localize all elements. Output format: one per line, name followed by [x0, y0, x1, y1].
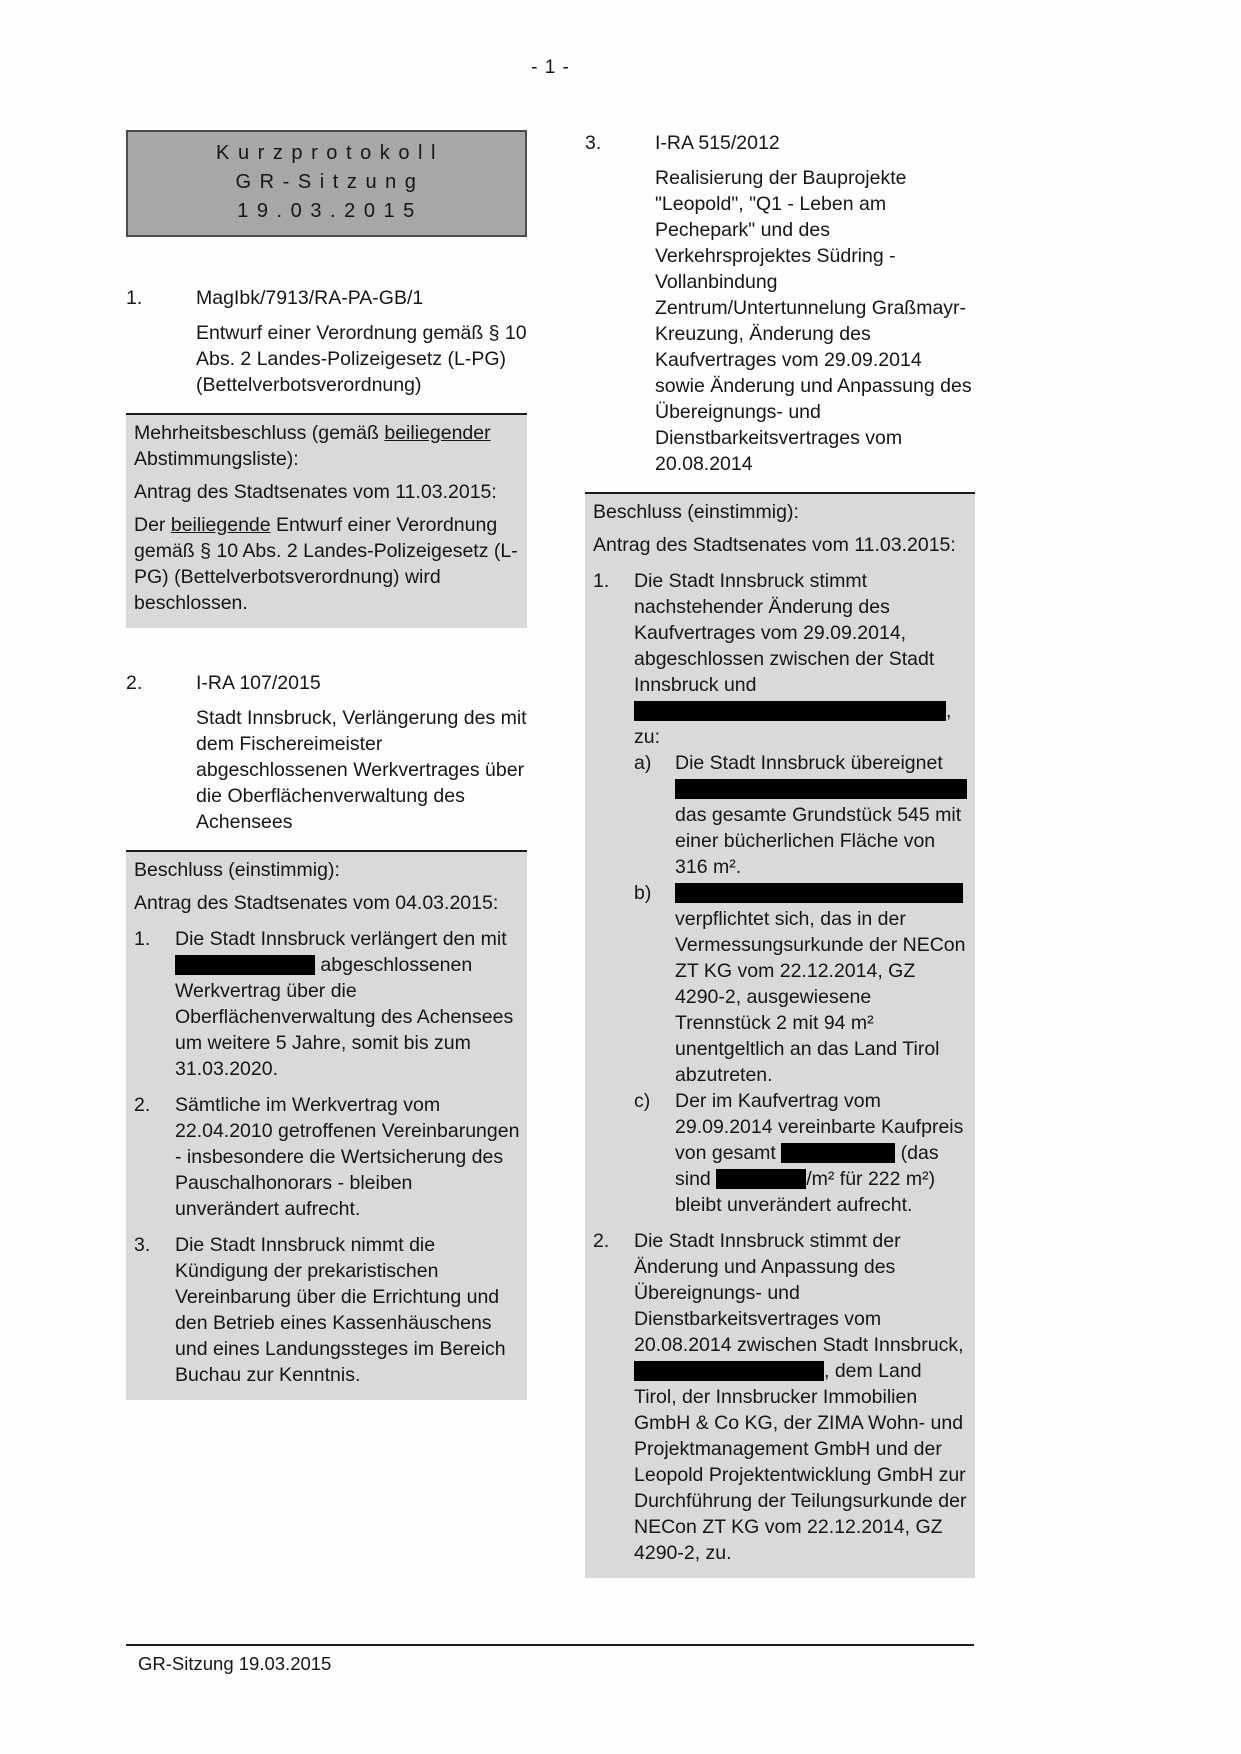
text-run: Die Stadt Innsbruck übereignet [675, 752, 943, 774]
protocol-title-line-3: 1 9 . 0 3 . 2 0 1 5 [237, 200, 416, 222]
list-item-marker: 1. [593, 570, 610, 592]
list-item-body [675, 1088, 969, 1218]
list-item-text [675, 1088, 969, 1218]
text-run: Abstimmungsliste): [134, 448, 299, 470]
text-run: Sämtliche im Werkvertrag vom 22.04.2010 getroffenen Vereinbarungen - insbesondere die Wertsicherung des Pauschalhonorars - bleiben unverändert aufrecht. [175, 1094, 520, 1220]
underlined-text: beiliegende [170, 514, 271, 536]
list-item-body [634, 1228, 969, 1566]
right-column [585, 130, 975, 1620]
list-item-body [175, 1232, 521, 1388]
list-item-marker: 2. [134, 1094, 151, 1116]
protocol-title-box [126, 130, 527, 237]
list-item-marker: a) [634, 752, 652, 774]
list-item [634, 750, 969, 880]
list-item-marker: 1. [134, 928, 151, 950]
list-item-marker: c) [634, 1090, 651, 1112]
text-run: Die Stadt Innsbruck stimmt der Änderung und Anpassung des Übereignungs- und Dienstbarkeitsvertrages vom 20.08.2014 zwischen Stadt Innsbruck, [634, 1230, 964, 1356]
list-item-marker: 2. [593, 1230, 610, 1252]
agenda-item-1-code: MagIbk/7913/RA-PA-GB/1 [196, 287, 424, 309]
list-item [134, 1092, 521, 1222]
list-item-marker: b) [634, 882, 652, 904]
redaction-bar [175, 955, 315, 975]
resolution-box-1 [126, 413, 527, 628]
agenda-item-3-heading [585, 130, 975, 156]
page-number: - 1 - [531, 57, 570, 78]
protocol-title-line-2: G R - S i t z u n g [235, 171, 418, 193]
text-run: Die Stadt Innsbruck nimmt die Kündigung der prekaristischen Vereinbarung über die Errichtung und den Betrieb eines Kassenhäuschens und eines Landungssteges im Bereich Buchau zur Kenntnis. [175, 1234, 506, 1386]
list-item-body [175, 926, 521, 1082]
agenda-item-1-heading [126, 285, 527, 311]
text-run: abgeschlossenen Werkvertrag über die Oberflächenverwaltung des Achensees um weitere 5 Jahre, somit bis zum 31.03.2020. [175, 954, 514, 1080]
list-item-marker: 3. [134, 1234, 151, 1256]
list-item [634, 1088, 969, 1218]
resolution-3-type: Beschluss (einstimmig): [593, 501, 799, 523]
redaction-bar [634, 1361, 824, 1381]
resolution-1-text [134, 512, 521, 616]
footer-text: GR-Sitzung 19.03.2015 [138, 1653, 332, 1674]
text-run: Der im Kaufvertrag vom 29.09.2014 vereinbarte Kaufpreis von gesamt [675, 1090, 964, 1164]
left-column [126, 130, 527, 1442]
resolution-1-type [134, 420, 521, 472]
text-run: Die Stadt Innsbruck verlängert den mit [175, 928, 507, 950]
resolution-2-list [134, 926, 521, 1388]
text-run: verpflichtet sich, das in der Vermessungsurkunde der NECon ZT KG vom 22.12.2014, GZ 4290-2, ausgewiesene Trennstück 2 mit 94 m² unentgeltlich an das Land Tirol abzutreten. [675, 908, 966, 1086]
resolution-2-motion: Antrag des Stadtsenates vom 04.03.2015: [134, 892, 499, 914]
list-item-body [675, 880, 969, 1088]
text-run: , zu: [634, 700, 952, 748]
list-item [134, 1232, 521, 1388]
list-item-body [634, 568, 969, 1218]
list-item [593, 568, 969, 1218]
resolution-box-3 [585, 492, 975, 1578]
redaction-bar [634, 701, 946, 721]
redaction-bar [675, 883, 963, 903]
list-item-text [175, 926, 521, 1082]
text-run: , dem Land Tirol, der Innsbrucker Immobilien GmbH & Co KG, der ZIMA Wohn- und Projektmanagement GmbH und der Leopold Projektentwicklung GmbH zur Durchführung der Teilungsurkunde der NECon ZT KG vom 22.12.2014, GZ 4290-2, zu. [634, 1360, 967, 1564]
footer-divider [126, 1644, 974, 1646]
agenda-item-2-subject: Stadt Innsbruck, Verlängerung des mit dem Fischereimeister abgeschlossenen Werkvertrages über die Oberflächenverwaltung des Achensees [196, 707, 527, 833]
list-item-text [175, 1232, 521, 1388]
text-run: Entwurf einer Verordnung gemäß § 10 Abs. 2 Landes-Polizeigesetz (L-PG) (Bettelverbotsverordnung) wird beschlossen. [134, 514, 518, 614]
resolution-3-list [593, 568, 969, 1566]
list-item-body [175, 1092, 521, 1222]
list-item-text [675, 880, 969, 1088]
list-item [134, 926, 521, 1082]
agenda-item-2-heading [126, 670, 527, 696]
text-run: (das sind [675, 1142, 939, 1190]
text-run: Die Stadt Innsbruck stimmt nachstehender Änderung des Kaufvertrages vom 29.09.2014, abgeschlossen zwischen der Stadt Innsbruck und [634, 570, 935, 696]
agenda-item-3-code: I-RA 515/2012 [655, 132, 780, 154]
list-item [634, 880, 969, 1088]
resolution-3-motion: Antrag des Stadtsenates vom 11.03.2015: [593, 534, 956, 556]
text-run: /m² für 222 m²) bleibt unverändert aufrecht. [675, 1168, 936, 1216]
list-item [593, 1228, 969, 1566]
agenda-item-2-number: 2. [126, 672, 143, 694]
protocol-title-line-1: K u r z p r o t o k o l l [216, 142, 437, 164]
agenda-item-2-code: I-RA 107/2015 [196, 672, 321, 694]
resolution-1-motion: Antrag des Stadtsenates vom 11.03.2015: [134, 481, 497, 503]
list-item-text [634, 1228, 969, 1566]
list-item-text [634, 568, 969, 750]
redaction-bar [781, 1143, 895, 1163]
list-item-body [675, 750, 969, 880]
text-run: Der [134, 514, 171, 536]
agenda-item-1-number: 1. [126, 287, 143, 309]
underlined-text: beiliegender [384, 422, 491, 444]
resolution-2-type: Beschluss (einstimmig): [134, 859, 340, 881]
text-run: das gesamte Grundstück 545 mit einer bücherlichen Fläche von 316 m². [675, 804, 962, 878]
text-run: Mehrheitsbeschluss (gemäß [134, 422, 385, 444]
resolution-box-2 [126, 850, 527, 1400]
list-item-text [175, 1092, 521, 1222]
agenda-item-1-subject: Entwurf einer Verordnung gemäß § 10 Abs. 2 Landes-Polizeigesetz (L-PG) (Bettelverbotsverordnung) [196, 322, 527, 396]
list-item-text [675, 750, 969, 880]
redaction-bar [675, 779, 967, 799]
redaction-bar [716, 1169, 806, 1189]
agenda-item-3-subject: Realisierung der Bauprojekte "Leopold", "Q1 - Leben am Pechepark" und des Verkehrsprojektes Südring - Vollanbindung Zentrum/Untertunnelung Graßmayr-Kreuzung, Änderung des Kaufvertrages vom 29.09.2014 sowie Änderung und Anpassung des Übereignungs- und Dienstbarkeitsvertrages vom 20.08.2014 [655, 167, 972, 475]
agenda-item-3-number: 3. [585, 132, 602, 154]
